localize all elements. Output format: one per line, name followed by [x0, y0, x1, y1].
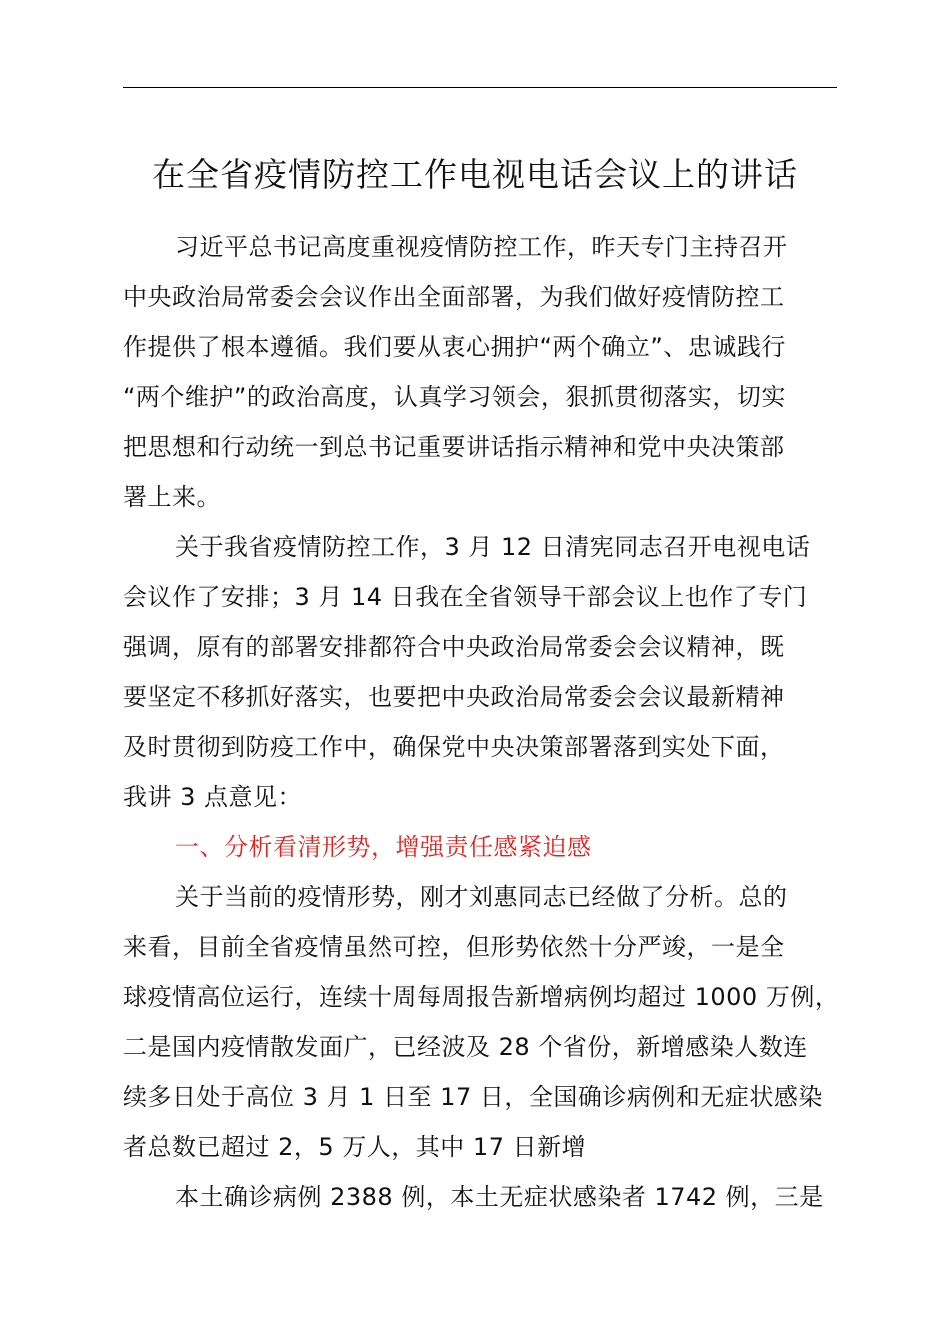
page-title: 在全省疫情防控工作电视电话会议上的讲话 [152, 155, 798, 194]
text-line: 要坚定不移抓好落实，也要把中央政治局常委会会议最新精神 [123, 683, 785, 711]
text-line: 署上来。 [123, 483, 221, 511]
text-line: 续多日处于高位 3 月 1 日至 17 日，全国确诊病例和无症状感染 [123, 1083, 823, 1111]
text-line: 把思想和行动统一到总书记重要讲话指示精神和党中央决策部 [123, 433, 785, 461]
text-line: 关于当前的疫情形势，刚才刘惠同志已经做了分析。总的 [175, 883, 788, 911]
text-line: 作提供了根本遵循。我们要从衷心拥护“两个确立”、忠诚践行 [123, 333, 786, 361]
text-line: 来看，目前全省疫情虽然可控，但形势依然十分严竣，一是全 [123, 933, 785, 961]
text-line: 我讲 3 点意见： [123, 783, 303, 811]
text-line: 二是国内疫情散发面广，已经波及 28 个省份，新增感染人数连 [123, 1033, 808, 1061]
text-line: 球疫情高位运行，连续十周每周报告新增病例均超过 1000 万例， [123, 983, 840, 1011]
text-line: “两个维护”的政治高度，认真学习领会，狠抓贯彻落实，切实 [123, 383, 786, 411]
text-line: 习近平总书记高度重视疫情防控工作，昨天专门主持召开 [175, 233, 788, 261]
top-rule [123, 87, 837, 88]
section-heading: 一、分析看清形势，增强责任感紧迫感 [175, 833, 592, 861]
text-line: 及时贯彻到防疫工作中，确保党中央决策部署落到实处下面， [123, 733, 785, 761]
text-line: 会议作了安排；3 月 14 日我在全省领导干部会议上也作了专门 [123, 583, 808, 611]
text-line: 强调，原有的部署安排都符合中央政治局常委会会议精神，既 [123, 633, 785, 661]
text-line: 者总数已超过 2，5 万人，其中 17 日新增 [123, 1133, 587, 1161]
text-line: 中央政治局常委会会议作出全面部署，为我们做好疫情防控工 [123, 283, 785, 311]
text-line: 关于我省疫情防控工作，3 月 12 日清宪同志召开电视电话 [175, 533, 811, 561]
text-line: 本土确诊病例 2388 例，本土无症状感染者 1742 例，三是 [175, 1183, 824, 1211]
